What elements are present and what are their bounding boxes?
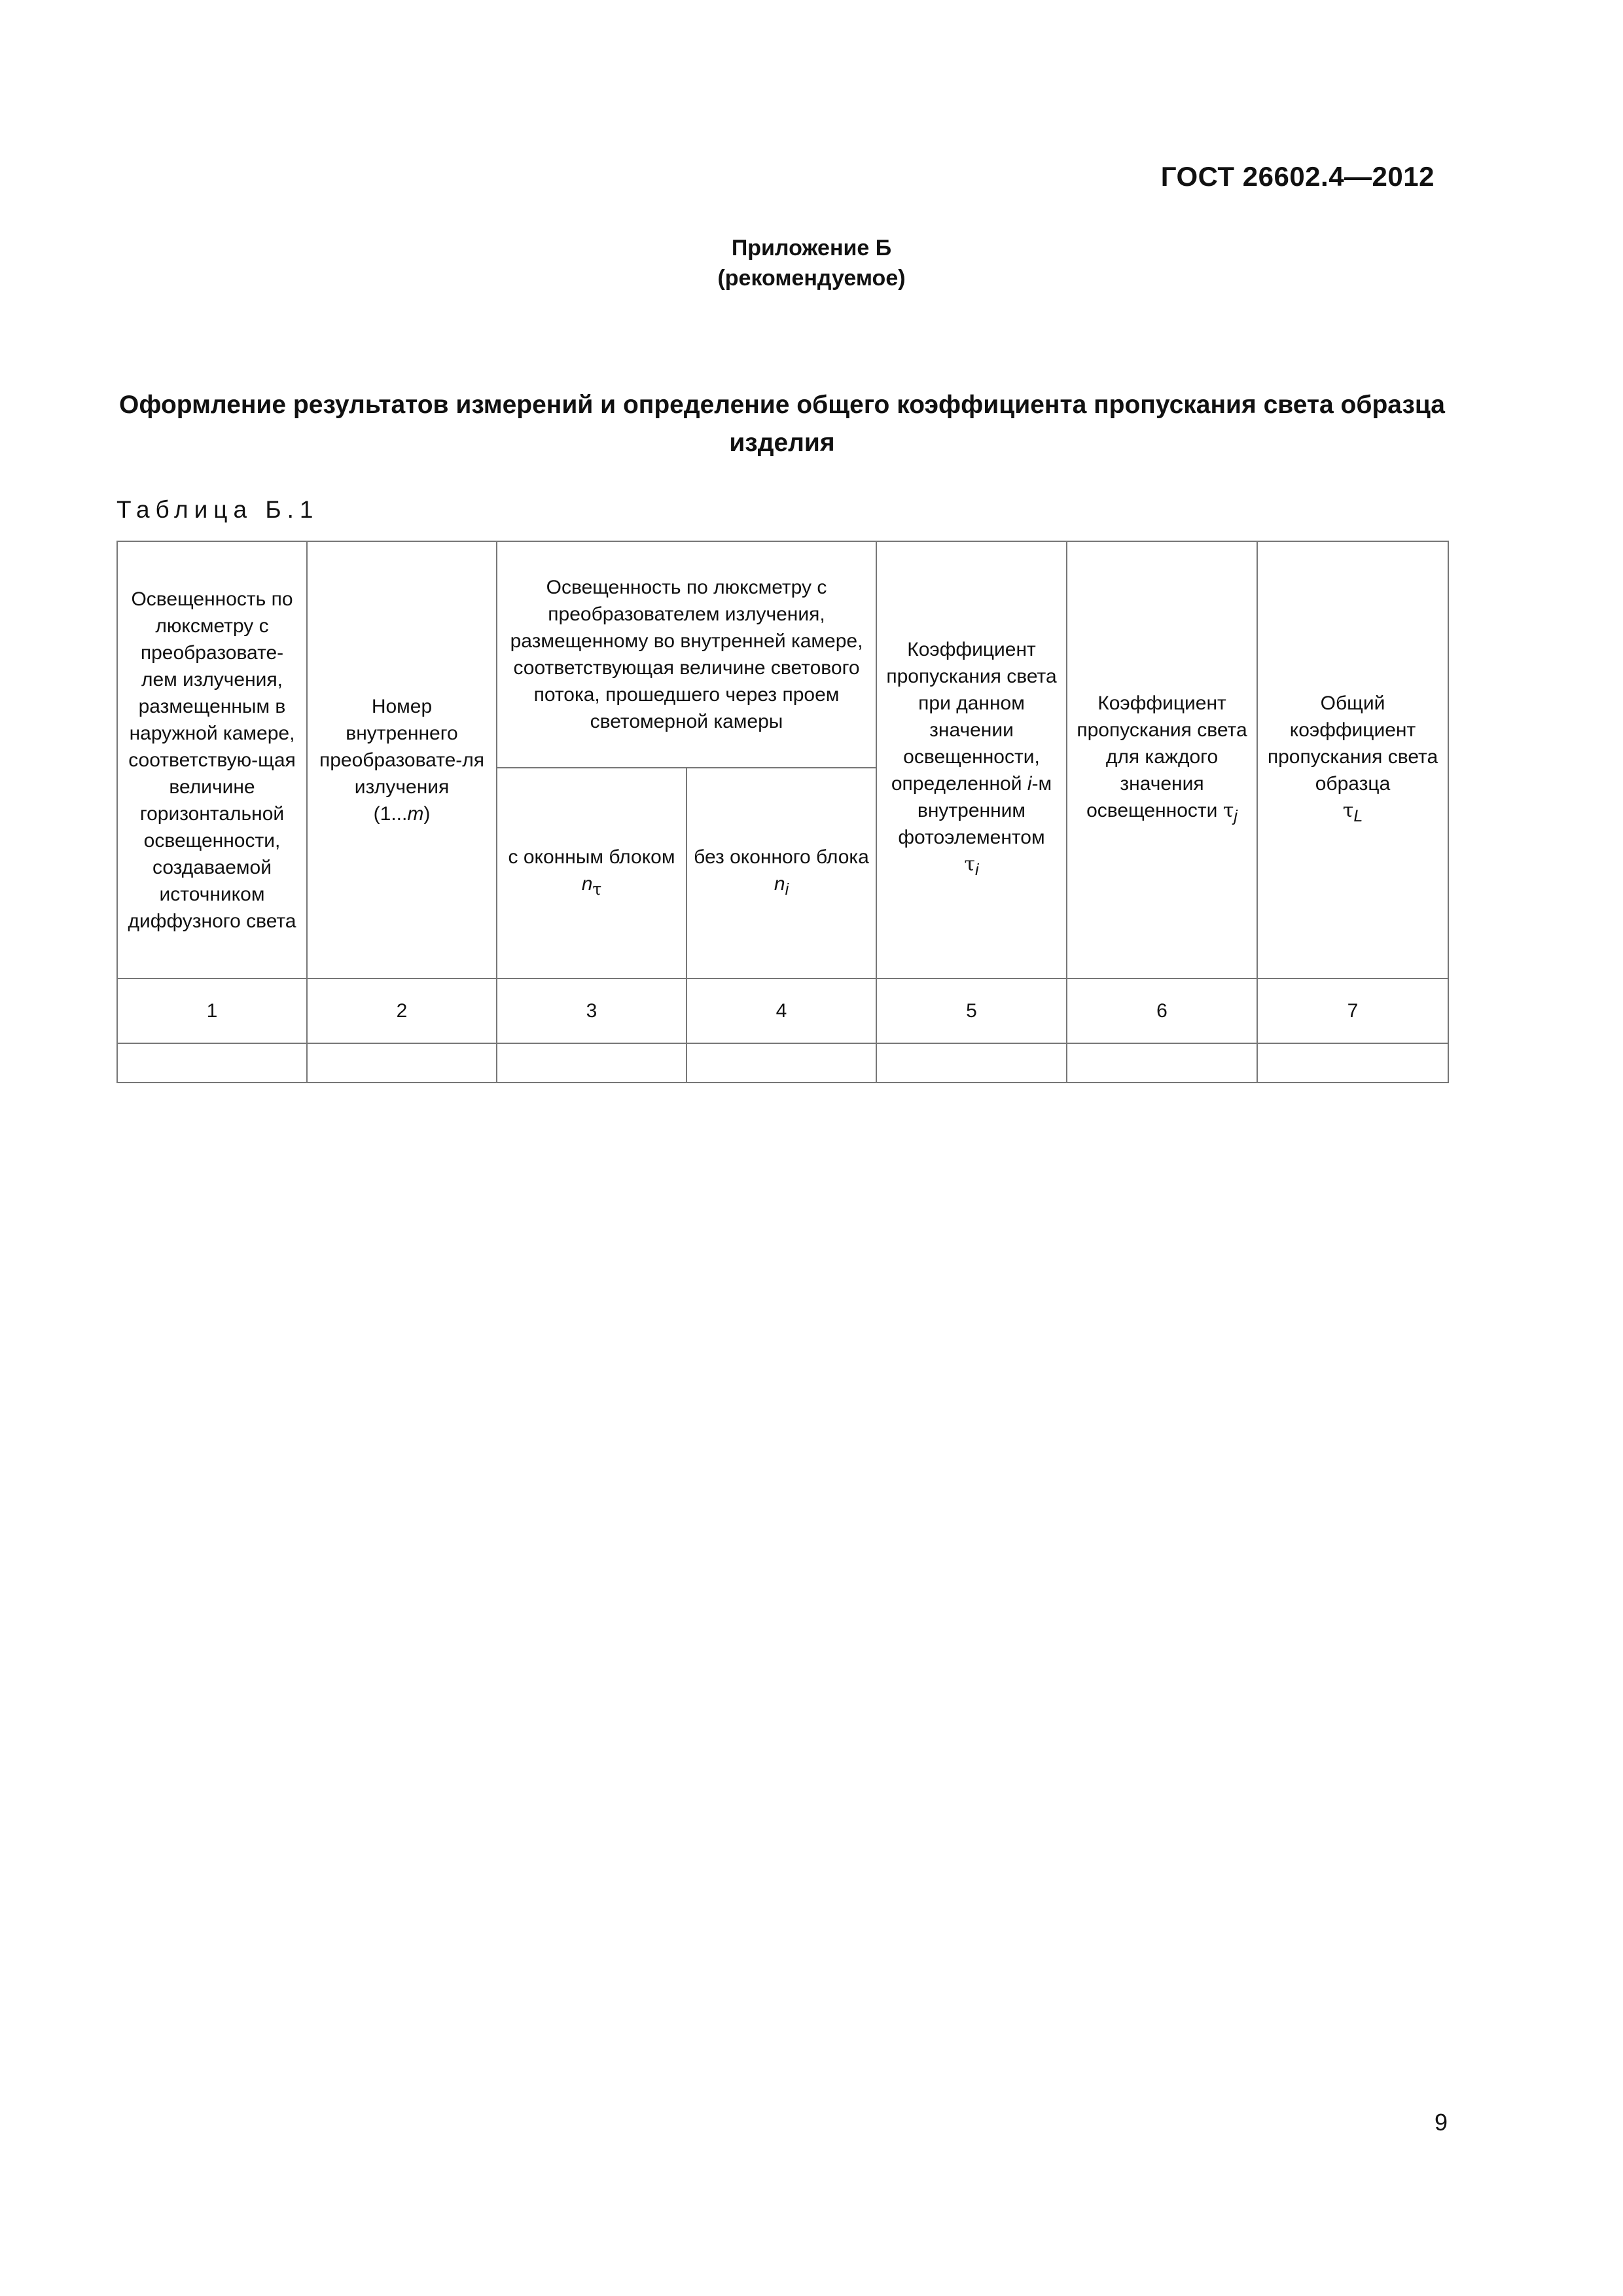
column-number: 7	[1257, 978, 1448, 1043]
document-title: Оформление результатов измерений и определение общего коэффициента пропускания света образца изделия	[119, 391, 1445, 457]
empty-cell	[687, 1043, 876, 1083]
appendix-heading	[0, 233, 1623, 293]
header-text-3: с оконным блоком	[508, 846, 675, 868]
appendix-subtitle: (рекомендуемое)	[717, 266, 906, 291]
appendix-title: Приложение Б	[731, 236, 892, 260]
header-sub-6: j	[1234, 807, 1238, 825]
column-number: 5	[876, 978, 1067, 1043]
header-sub-3: τ	[592, 880, 602, 899]
table-header-row-1	[117, 541, 1448, 768]
header-range-var: m	[407, 802, 424, 825]
header-group-text: Освещенность по люксметру с преобразователем излучения, размещенному во внутренней камере, соответствующая величине светового потока, прошедшего через проем светомерной камеры	[510, 577, 863, 732]
header-symbol-5: τ	[964, 853, 976, 876]
header-symbol-7: τ	[1342, 799, 1354, 822]
document-code: ГОСТ 26602.4—2012	[1160, 161, 1435, 192]
header-range-close: )	[423, 802, 431, 825]
header-text-2: Номер внутреннего преобразовате-ля излучения	[319, 695, 485, 798]
header-cell-2	[307, 541, 497, 978]
empty-cell	[1067, 1043, 1257, 1083]
header-cell-5	[876, 541, 1067, 978]
header-var-5: i	[1027, 773, 1032, 795]
header-range	[374, 803, 431, 825]
empty-cell	[307, 1043, 497, 1083]
empty-cell	[876, 1043, 1067, 1083]
empty-cell	[497, 1043, 687, 1083]
results-table	[116, 541, 1449, 1083]
column-number: 3	[497, 978, 687, 1043]
header-var-4: n	[774, 872, 785, 895]
page-number: 9	[1434, 2109, 1448, 2136]
header-cell-6	[1067, 541, 1257, 978]
header-symbol-6: τ	[1222, 799, 1234, 822]
header-group-cell-3-4	[497, 541, 876, 768]
header-cell-1	[117, 541, 307, 978]
header-text-6: Коэффициент пропускания света для каждого значения освещенности	[1077, 692, 1247, 821]
header-cell-3	[497, 768, 687, 978]
column-number: 4	[687, 978, 876, 1043]
empty-cell	[117, 1043, 307, 1083]
header-text-5a: Коэффициент пропускания света при данном значении освещенности, определенной	[886, 639, 1057, 795]
header-sub-5: i	[975, 861, 979, 879]
header-text-5b: -м внутренним фотоэлементом	[898, 773, 1052, 848]
column-number: 1	[117, 978, 307, 1043]
header-range-open: (1...	[373, 802, 408, 825]
column-number: 2	[307, 978, 497, 1043]
header-sub-4: i	[785, 880, 789, 899]
empty-data-row	[117, 1043, 1448, 1083]
header-cell-4	[687, 768, 876, 978]
table-caption: Таблица Б.1	[116, 496, 319, 523]
header-cell-7	[1257, 541, 1448, 978]
header-var-3: n	[581, 873, 593, 895]
column-number: 6	[1067, 978, 1257, 1043]
header-text-1: Освещенность по люксметру с преобразовате-лем излучения, размещенным в наружной камере, соответствую-щая величине горизонтальной освещенности, создаваемой источником диффузного света	[128, 588, 296, 932]
column-number-row	[117, 978, 1448, 1043]
header-sub-7: L	[1353, 807, 1363, 825]
header-text-7: Общий коэффициент пропускания света образца	[1267, 692, 1438, 795]
empty-cell	[1257, 1043, 1448, 1083]
header-text-4: без оконного блока	[694, 846, 869, 868]
